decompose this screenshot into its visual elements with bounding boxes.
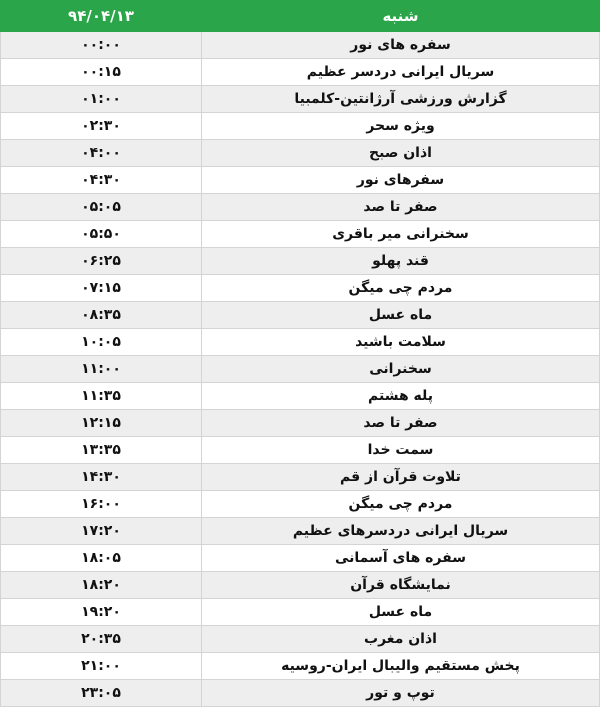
- row-program: تلاوت قرآن از قم: [202, 464, 600, 491]
- schedule-row: [1, 248, 600, 275]
- row-program: سفره های نور: [202, 32, 600, 59]
- row-time: ۰۱:۰۰: [1, 86, 202, 113]
- row-time: ۱۲:۱۵: [1, 410, 202, 437]
- schedule-row: [1, 545, 600, 572]
- row-program: مردم چی میگن: [202, 275, 600, 302]
- schedule-row: [1, 329, 600, 356]
- row-program: توپ و تور: [202, 680, 600, 707]
- row-time: ۱۱:۰۰: [1, 356, 202, 383]
- schedule-row: [1, 113, 600, 140]
- header-date: ۹۴/۰۴/۱۳: [1, 1, 202, 32]
- row-program: صفر تا صد: [202, 410, 600, 437]
- schedule-row: [1, 167, 600, 194]
- row-program: گزارش ورزشی آرژانتین-کلمبیا: [202, 86, 600, 113]
- row-program: سخنرانی: [202, 356, 600, 383]
- row-time: ۱۱:۳۵: [1, 383, 202, 410]
- row-time: ۰۷:۱۵: [1, 275, 202, 302]
- row-program: سمت خدا: [202, 437, 600, 464]
- schedule-row: [1, 356, 600, 383]
- row-program: صفر تا صد: [202, 194, 600, 221]
- row-time: ۱۴:۳۰: [1, 464, 202, 491]
- row-time: ۱۷:۲۰: [1, 518, 202, 545]
- schedule-row: [1, 437, 600, 464]
- schedule-row: [1, 410, 600, 437]
- row-time: ۲۱:۰۰: [1, 653, 202, 680]
- row-time: ۱۳:۳۵: [1, 437, 202, 464]
- row-time: ۱۶:۰۰: [1, 491, 202, 518]
- row-time: ۱۸:۲۰: [1, 572, 202, 599]
- row-time: ۰۰:۱۵: [1, 59, 202, 86]
- row-program: سخنرانی میر باقری: [202, 221, 600, 248]
- row-program: ماه عسل: [202, 302, 600, 329]
- schedule-row: [1, 680, 600, 707]
- schedule-row: [1, 653, 600, 680]
- row-time: ۱۹:۲۰: [1, 599, 202, 626]
- row-time: ۲۰:۳۵: [1, 626, 202, 653]
- row-time: ۲۳:۰۵: [1, 680, 202, 707]
- row-time: ۱۸:۰۵: [1, 545, 202, 572]
- row-program: پله هشتم: [202, 383, 600, 410]
- row-time: ۰۲:۳۰: [1, 113, 202, 140]
- schedule-row: [1, 140, 600, 167]
- row-program: سریال ایرانی دردسرهای عظیم: [202, 518, 600, 545]
- schedule-row: [1, 572, 600, 599]
- row-program: قند پهلو: [202, 248, 600, 275]
- schedule-row: [1, 383, 600, 410]
- row-time: ۱۰:۰۵: [1, 329, 202, 356]
- schedule-row: [1, 221, 600, 248]
- row-time: ۰۵:۵۰: [1, 221, 202, 248]
- schedule-row: [1, 194, 600, 221]
- schedule-header-row: [1, 1, 600, 32]
- row-time: ۰۸:۳۵: [1, 302, 202, 329]
- schedule-row: [1, 59, 600, 86]
- schedule-row: [1, 302, 600, 329]
- row-program: اذان صبح: [202, 140, 600, 167]
- row-program: پخش مستقیم والیبال ایران-روسیه: [202, 653, 600, 680]
- row-program: سفره های آسمانی: [202, 545, 600, 572]
- schedule-row: [1, 464, 600, 491]
- schedule-row: [1, 86, 600, 113]
- schedule-row: [1, 275, 600, 302]
- row-time: ۰۴:۳۰: [1, 167, 202, 194]
- row-program: سفرهای نور: [202, 167, 600, 194]
- row-time: ۰۰:۰۰: [1, 32, 202, 59]
- row-program: نمایشگاه قرآن: [202, 572, 600, 599]
- schedule-row: [1, 518, 600, 545]
- row-program: سریال ایرانی دردسر عظیم: [202, 59, 600, 86]
- row-time: ۰۵:۰۵: [1, 194, 202, 221]
- row-program: ویژه سحر: [202, 113, 600, 140]
- row-program: ماه عسل: [202, 599, 600, 626]
- schedule-row: [1, 599, 600, 626]
- row-program: سلامت باشید: [202, 329, 600, 356]
- schedule-row: [1, 491, 600, 518]
- schedule-row: [1, 626, 600, 653]
- schedule-row: [1, 32, 600, 59]
- schedule-body: [1, 1, 600, 707]
- row-program: اذان مغرب: [202, 626, 600, 653]
- row-program: مردم چی میگن: [202, 491, 600, 518]
- header-day: شنبه: [202, 1, 600, 32]
- row-time: ۰۴:۰۰: [1, 140, 202, 167]
- row-time: ۰۶:۲۵: [1, 248, 202, 275]
